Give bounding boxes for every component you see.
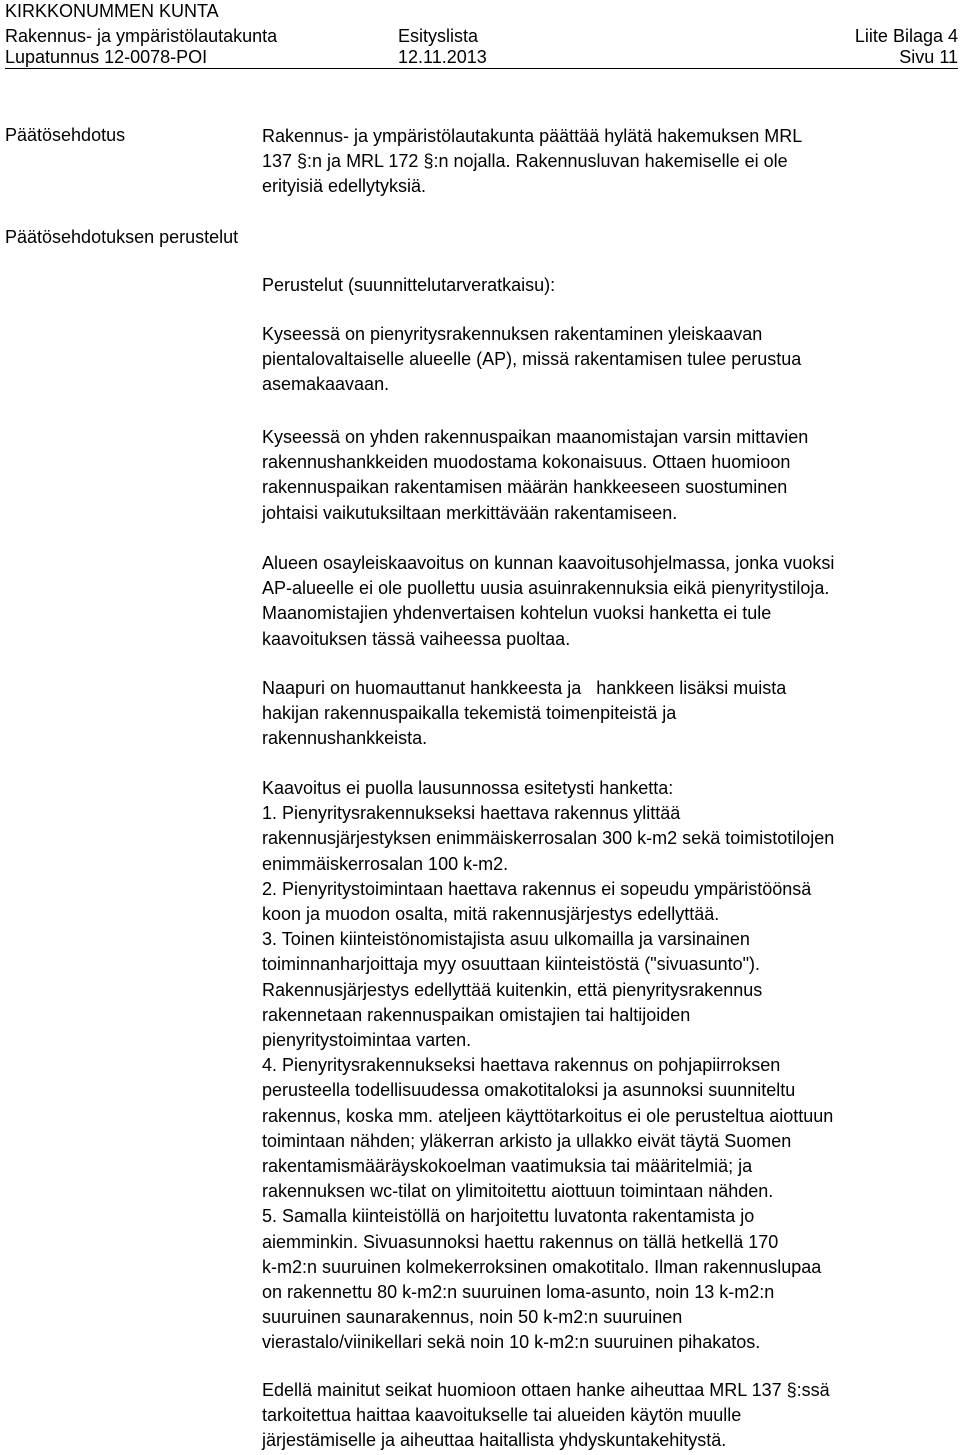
paragraph-line: rakennuksen wc-tilat on ylimitoitettu aiottuun toimintaan nähden. <box>262 1181 774 1202</box>
paragraph-line: Edellä mainitut seikat huomioon ottaen hanke aiheuttaa MRL 137 §:ssä <box>262 1380 830 1400</box>
proposal-label: Päätösehdotus <box>5 125 126 145</box>
paragraph-line: rakentamismääräyskokoelman vaatimuksia tai määritelmiä; ja <box>262 1156 753 1177</box>
paragraph-line: Kyseessä on pienyritysrakennuksen rakentaminen yleiskaavan <box>262 324 763 344</box>
board-name: Rakennus- ja ympäristölautakunta <box>5 26 278 46</box>
paragraph-line: Kyseessä on yhden rakennuspaikan maanomistajan varsin mittavien <box>262 427 809 447</box>
paragraph-line: Perustelut (suunnittelutarveratkaisu): <box>262 275 556 295</box>
paragraph-line: 1. Pienyritysrakennukseksi haettava rakennus ylittää <box>262 803 681 824</box>
header-divider <box>5 68 958 69</box>
paragraph-3 <box>262 551 958 652</box>
paragraph-line: johtaisi vaikutuksiltaan merkittävään rakentamiseen. <box>262 502 678 523</box>
paragraph-line: rakennus, koska mm. ateljeen käyttötarkoitus ei ole perusteltua aiottuun <box>262 1105 834 1126</box>
grounds-label: Päätösehdotuksen perustelut <box>5 227 239 247</box>
paragraph-line: järjestämiselle ja aiheuttaa haitallista yhdyskuntakehitystä. <box>262 1430 727 1451</box>
paragraph-line: asemakaavaan. <box>262 374 390 395</box>
paragraph-line: vierastalo/viinikellari sekä noin 10 k-m2:n suuruinen pihakatos. <box>262 1332 761 1353</box>
page-number: Sivu 11 <box>899 47 958 67</box>
paragraph-line: Kaavoitus ei puolla lausunnossa esitetysti hanketta: <box>262 778 674 798</box>
paragraph-line: rakennusjärjestyksen enimmäiskerrosalan 300 k-m2 sekä toimistotilojen <box>262 828 835 849</box>
paragraph-1 <box>262 322 958 398</box>
paragraph-line: enimmäiskerrosalan 100 k-m2. <box>262 853 509 874</box>
proposal-line: erityisiä edellytyksiä. <box>262 176 427 197</box>
paragraph-line: rakennushankkeiden muodostama kokonaisuus. Ottaen huomioon <box>262 452 791 473</box>
paragraph-line: hakijan rakennuspaikalla tekemistä toimenpiteistä ja <box>262 703 677 724</box>
proposal-text <box>262 124 958 200</box>
paragraph-line: pientalovaltaiselle alueelle (AP), missä rakentamisen tulee perustua <box>262 349 802 370</box>
paragraph-line: toiminnanharjoittaja myy osuuttaan kiinteistöstä ("sivuasunto"). <box>262 954 761 975</box>
paragraph-line: suuruinen saunarakennus, noin 50 k-m2:n suuruinen <box>262 1307 683 1328</box>
paragraph-line: 5. Samalla kiinteistöllä on harjoitettu luvatonta rakentamista jo <box>262 1206 755 1227</box>
paragraph-line: kaavoituksen tässä vaiheessa puoltaa. <box>262 628 571 649</box>
paragraph-line: Rakennusjärjestys edellyttää kuitenkin, että pienyritysrakennus <box>262 979 763 1000</box>
document-type: Esityslista <box>398 26 479 46</box>
paragraph-line: pienyritystoimintaa varten. <box>262 1030 472 1051</box>
paragraph-line: Alueen osayleiskaavoitus on kunnan kaavoitusohjelmassa, jonka vuoksi <box>262 553 835 573</box>
paragraph-line: Naapuri on huomauttanut hankkeesta ja hankkeen lisäksi muista <box>262 678 787 698</box>
paragraph-line: on rakennettu 80 k-m2:n suuruinen loma-asunto, noin 13 k-m2:n <box>262 1282 775 1303</box>
paragraph-5 <box>262 776 958 1356</box>
paragraph-line: rakennuspaikan rakentamisen määrän hankkeeseen suostuminen <box>262 477 788 498</box>
paragraph-line: perusteella todellisuudessa omakotitaloksi ja asunnoksi suunniteltu <box>262 1080 796 1101</box>
paragraph-line: toimintaan nähden; yläkerran arkisto ja ullakko eivät täytä Suomen <box>262 1130 792 1151</box>
paragraph-line: k-m2:n suuruinen kolmekerroksinen omakotitalo. Ilman rakennuslupaa <box>262 1256 822 1277</box>
paragraph-line: tarkoitettua haittaa kaavoitukselle tai alueiden käytön muulle <box>262 1405 742 1426</box>
paragraph-6 <box>262 1378 958 1454</box>
paragraph-line: aiemminkin. Sivuasunnoksi haettu rakennus on tällä hetkellä 170 <box>262 1231 779 1252</box>
grounds-heading <box>262 273 958 298</box>
paragraph-2 <box>262 425 958 526</box>
proposal-line: Rakennus- ja ympäristölautakunta päättää hylätä hakemuksen MRL <box>262 126 803 146</box>
paragraph-line: 4. Pienyritysrakennukseksi haettava rakennus on pohjapiirroksen <box>262 1055 781 1076</box>
meeting-date: 12.11.2013 <box>398 47 487 67</box>
paragraph-line: 3. Toinen kiinteistönomistajista asuu ulkomailla ja varsinainen <box>262 929 750 950</box>
attachment-label: Liite Bilaga 4 <box>854 26 958 46</box>
paragraph-4 <box>262 676 958 752</box>
proposal-line: 137 §:n ja MRL 172 §:n nojalla. Rakennusluvan hakemiselle ei ole <box>262 151 788 172</box>
paragraph-line: rakennushankkeista. <box>262 728 428 749</box>
paragraph-line: AP-alueelle ei ole puollettu uusia asuinrakennuksia eikä pienyritystiloja. <box>262 578 830 599</box>
paragraph-line: 2. Pienyritystoimintaan haettava rakennus ei sopeudu ympäristöönsä <box>262 878 812 899</box>
paragraph-line: Maanomistajien yhdenvertaisen kohtelun vuoksi hanketta ei tule <box>262 603 772 624</box>
paragraph-line: rakennetaan rakennuspaikan omistajien tai haltijoiden <box>262 1004 691 1025</box>
paragraph-line: koon ja muodon osalta, mitä rakennusjärjestys edellyttää. <box>262 904 720 925</box>
municipality-name: KIRKKONUMMEN KUNTA <box>5 1 219 21</box>
permit-id: Lupatunnus 12-0078-POI <box>5 47 208 67</box>
